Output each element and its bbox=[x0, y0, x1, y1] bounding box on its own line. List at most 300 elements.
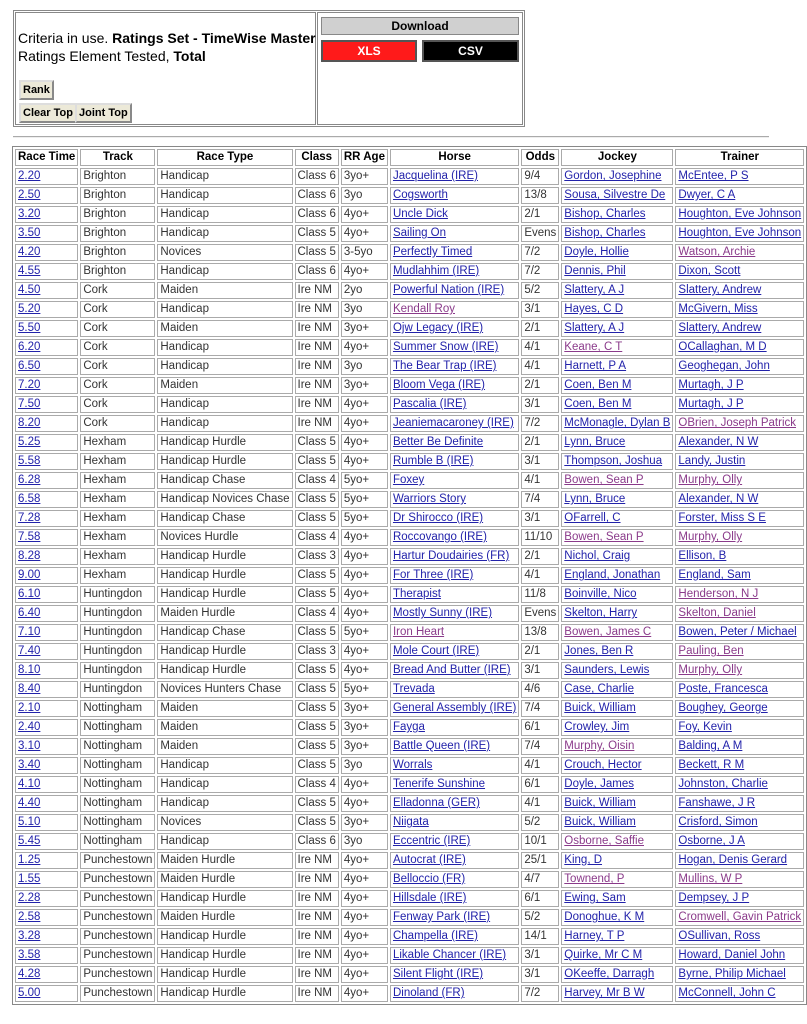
col-header-trainer: Trainer bbox=[675, 149, 804, 166]
trainer-link[interactable]: Murphy, Olly bbox=[678, 664, 743, 676]
jockey-link[interactable]: Crouch, Hector bbox=[564, 759, 642, 771]
trainer-link[interactable]: Crisford, Simon bbox=[678, 816, 758, 828]
table-row bbox=[15, 719, 804, 736]
horse-link[interactable]: Bloom Vega (IRE) bbox=[392, 379, 486, 391]
horse-link[interactable]: Therapist bbox=[392, 588, 441, 600]
trainer-link[interactable]: Dwyer, C A bbox=[678, 189, 736, 201]
horse-link[interactable]: Elladonna (GER) bbox=[392, 797, 480, 809]
horse-link[interactable]: Trevada bbox=[392, 683, 435, 695]
race-time-link[interactable]: 6.10 bbox=[18, 588, 41, 600]
race-time-link[interactable]: 1.55 bbox=[18, 873, 41, 885]
race-type-cell: Handicap Hurdle bbox=[157, 928, 292, 945]
race-time-cell bbox=[15, 396, 78, 413]
race-time-link[interactable]: 3.40 bbox=[18, 759, 41, 771]
trainer-cell bbox=[675, 453, 804, 470]
horse-link[interactable]: Dr Shirocco (IRE) bbox=[392, 512, 484, 524]
jockey-cell bbox=[561, 453, 673, 470]
jockey-cell bbox=[561, 339, 673, 356]
table-row bbox=[15, 605, 804, 622]
horse-link[interactable]: Tenerife Sunshine bbox=[392, 778, 486, 790]
jockey-link[interactable]: Bishop, Charles bbox=[564, 208, 646, 220]
horse-link[interactable]: Perfectly Timed bbox=[392, 246, 473, 258]
jockey-link[interactable]: Jones, Ben R bbox=[564, 645, 634, 657]
horse-link[interactable]: Jacquelina (IRE) bbox=[392, 170, 478, 182]
rr-age-cell: 4yo+ bbox=[341, 225, 388, 242]
table-row bbox=[15, 206, 804, 223]
odds-cell: 2/1 bbox=[521, 434, 559, 451]
trainer-link[interactable]: Murtagh, J P bbox=[678, 379, 744, 391]
odds-cell: 4/1 bbox=[521, 757, 559, 774]
race-time-cell bbox=[15, 225, 78, 242]
race-time-link[interactable]: 7.28 bbox=[18, 512, 41, 524]
track-cell: Punchestown bbox=[80, 871, 155, 888]
horse-link[interactable]: Autocrat (IRE) bbox=[392, 854, 466, 866]
trainer-link[interactable]: Fanshawe, J R bbox=[678, 797, 756, 809]
odds-cell: 13/8 bbox=[521, 624, 559, 641]
jockey-link[interactable]: Buick, William bbox=[564, 702, 636, 714]
jockey-link[interactable]: Boinville, Nico bbox=[564, 588, 637, 600]
horse-link[interactable]: Fenway Park (IRE) bbox=[392, 911, 491, 923]
horse-link[interactable]: General Assembly (IRE) bbox=[392, 702, 517, 714]
trainer-link[interactable]: Murphy, Olly bbox=[678, 531, 743, 543]
horse-link[interactable]: Fayga bbox=[392, 721, 425, 733]
horse-link[interactable]: Roccovango (IRE) bbox=[392, 531, 487, 543]
jockey-link[interactable]: Harnett, P A bbox=[564, 360, 627, 372]
race-time-link[interactable]: 6.50 bbox=[18, 360, 41, 372]
rr-age-cell: 4yo+ bbox=[341, 985, 388, 1002]
ratings-element-value: Total bbox=[173, 48, 206, 64]
trainer-link[interactable]: Foy, Kevin bbox=[678, 721, 732, 733]
race-type-cell: Handicap Chase bbox=[157, 624, 292, 641]
jockey-link[interactable]: Saunders, Lewis bbox=[564, 664, 650, 676]
race-time-link[interactable]: 3.28 bbox=[18, 930, 41, 942]
jockey-link[interactable]: Harney, T P bbox=[564, 930, 625, 942]
horse-cell bbox=[390, 890, 519, 907]
download-box bbox=[317, 12, 523, 125]
rr-age-cell: 4yo+ bbox=[341, 339, 388, 356]
horse-link[interactable]: Dinoland (FR) bbox=[392, 987, 465, 999]
horse-link[interactable]: Mostly Sunny (IRE) bbox=[392, 607, 493, 619]
trainer-cell bbox=[675, 168, 804, 185]
jockey-link[interactable]: Doyle, James bbox=[564, 778, 634, 790]
rr-age-cell: 3yo+ bbox=[341, 738, 388, 755]
jockey-link[interactable]: Coen, Ben M bbox=[564, 379, 632, 391]
odds-cell: 3/1 bbox=[521, 510, 559, 527]
rr-age-cell: 4yo+ bbox=[341, 947, 388, 964]
trainer-link[interactable]: Slattery, Andrew bbox=[678, 322, 762, 334]
horse-link[interactable]: Hillsdale (IRE) bbox=[392, 892, 467, 904]
trainer-link[interactable]: Beckett, R M bbox=[678, 759, 745, 771]
race-time-link[interactable]: 3.10 bbox=[18, 740, 41, 752]
track-cell: Brighton bbox=[80, 244, 155, 261]
class-cell: Ire NM bbox=[295, 890, 339, 907]
race-type-cell: Handicap bbox=[157, 206, 292, 223]
horse-link[interactable]: Bread And Butter (IRE) bbox=[392, 664, 511, 676]
clear-top-button[interactable]: Clear Top bbox=[19, 103, 77, 123]
trainer-link[interactable]: Mullins, W P bbox=[678, 873, 743, 885]
trainer-link[interactable]: Murtagh, J P bbox=[678, 398, 744, 410]
jockey-link[interactable]: Thompson, Joshua bbox=[564, 455, 663, 467]
trainer-link[interactable]: Balding, A M bbox=[678, 740, 743, 752]
horse-cell bbox=[390, 377, 519, 394]
race-time-link[interactable]: 6.58 bbox=[18, 493, 41, 505]
race-type-cell: Handicap Hurdle bbox=[157, 586, 292, 603]
horse-cell bbox=[390, 396, 519, 413]
race-time-link[interactable]: 5.20 bbox=[18, 303, 41, 315]
odds-cell: 3/1 bbox=[521, 453, 559, 470]
race-type-cell: Maiden Hurdle bbox=[157, 871, 292, 888]
horse-link[interactable]: Powerful Nation (IRE) bbox=[392, 284, 505, 296]
race-time-link[interactable]: 3.20 bbox=[18, 208, 41, 220]
track-cell: Huntingdon bbox=[80, 605, 155, 622]
jockey-link[interactable]: King, D bbox=[564, 854, 603, 866]
odds-cell: 11/8 bbox=[521, 586, 559, 603]
race-time-link[interactable]: 8.20 bbox=[18, 417, 41, 429]
horse-link[interactable]: Hartur Doudairies (FR) bbox=[392, 550, 510, 562]
table-row bbox=[15, 757, 804, 774]
track-cell: Cork bbox=[80, 396, 155, 413]
trainer-link[interactable]: Byrne, Philip Michael bbox=[678, 968, 786, 980]
horse-link[interactable]: Mole Court (IRE) bbox=[392, 645, 480, 657]
jockey-cell bbox=[561, 567, 673, 584]
race-time-link[interactable]: 7.40 bbox=[18, 645, 41, 657]
track-cell: Huntingdon bbox=[80, 643, 155, 660]
race-time-link[interactable]: 7.10 bbox=[18, 626, 41, 638]
horse-cell bbox=[390, 434, 519, 451]
odds-cell: 3/1 bbox=[521, 396, 559, 413]
race-time-link[interactable]: 4.40 bbox=[18, 797, 41, 809]
jockey-cell bbox=[561, 282, 673, 299]
jockey-link[interactable]: Buick, William bbox=[564, 797, 636, 809]
class-cell: Class 5 bbox=[295, 662, 339, 679]
jockey-link[interactable]: OFarrell, C bbox=[564, 512, 621, 524]
class-cell: Class 5 bbox=[295, 567, 339, 584]
horse-cell bbox=[390, 776, 519, 793]
race-time-cell bbox=[15, 377, 78, 394]
jockey-link[interactable]: Bowen, Sean P bbox=[564, 474, 644, 486]
jockey-link[interactable]: Ewing, Sam bbox=[564, 892, 626, 904]
race-time-link[interactable]: 2.20 bbox=[18, 170, 41, 182]
jockey-cell bbox=[561, 966, 673, 983]
odds-cell: 25/1 bbox=[521, 852, 559, 869]
rr-age-cell: 3yo+ bbox=[341, 320, 388, 337]
race-time-link[interactable]: 5.25 bbox=[18, 436, 41, 448]
trainer-link[interactable]: Houghton, Eve Johnson bbox=[678, 208, 802, 220]
rr-age-cell: 4yo+ bbox=[341, 795, 388, 812]
trainer-link[interactable]: Dempsey, J P bbox=[678, 892, 750, 904]
class-cell: Class 4 bbox=[295, 776, 339, 793]
trainer-link[interactable]: Alexander, N W bbox=[678, 493, 759, 505]
race-time-cell bbox=[15, 415, 78, 432]
race-time-link[interactable]: 7.50 bbox=[18, 398, 41, 410]
joint-top-button[interactable]: Joint Top bbox=[75, 103, 132, 123]
track-cell: Punchestown bbox=[80, 909, 155, 926]
table-row bbox=[15, 263, 804, 280]
race-time-link[interactable]: 7.58 bbox=[18, 531, 41, 543]
trainer-link[interactable]: Cromwell, Gavin Patrick bbox=[678, 911, 802, 923]
race-time-link[interactable]: 1.25 bbox=[18, 854, 41, 866]
rr-age-cell: 3yo bbox=[341, 301, 388, 318]
rr-age-cell: 4yo+ bbox=[341, 890, 388, 907]
csv-download-button[interactable]: CSV bbox=[422, 40, 519, 62]
trainer-cell bbox=[675, 567, 804, 584]
horse-link[interactable]: Uncle Dick bbox=[392, 208, 448, 220]
col-header-odds: Odds bbox=[521, 149, 559, 166]
horse-cell bbox=[390, 681, 519, 698]
race-time-link[interactable]: 3.50 bbox=[18, 227, 41, 239]
table-row bbox=[15, 187, 804, 204]
horse-link[interactable]: Battle Queen (IRE) bbox=[392, 740, 491, 752]
race-time-link[interactable]: 2.58 bbox=[18, 911, 41, 923]
rr-age-cell: 3yo bbox=[341, 833, 388, 850]
trainer-link[interactable]: Watson, Archie bbox=[678, 246, 756, 258]
rr-age-cell: 4yo+ bbox=[341, 662, 388, 679]
race-time-link[interactable]: 5.50 bbox=[18, 322, 41, 334]
race-type-cell: Maiden bbox=[157, 738, 292, 755]
jockey-link[interactable]: England, Jonathan bbox=[564, 569, 661, 581]
horse-cell bbox=[390, 909, 519, 926]
trainer-link[interactable]: Boughey, George bbox=[678, 702, 768, 714]
jockey-link[interactable]: Skelton, Harry bbox=[564, 607, 638, 619]
race-time-link[interactable]: 5.00 bbox=[18, 987, 41, 999]
horse-cell bbox=[390, 453, 519, 470]
horse-link[interactable]: Belloccio (FR) bbox=[392, 873, 466, 885]
rank-button[interactable]: Rank bbox=[19, 80, 54, 100]
horse-cell bbox=[390, 662, 519, 679]
jockey-link[interactable]: Keane, C T bbox=[564, 341, 623, 353]
ratings-set-value: Ratings Set - TimeWise Master bbox=[112, 30, 316, 46]
track-cell: Hexham bbox=[80, 529, 155, 546]
jockey-link[interactable]: Doyle, Hollie bbox=[564, 246, 629, 258]
track-cell: Brighton bbox=[80, 225, 155, 242]
jockey-link[interactable]: Lynn, Bruce bbox=[564, 493, 626, 505]
trainer-link[interactable]: Geoghegan, John bbox=[678, 360, 770, 372]
jockey-link[interactable]: Hayes, C D bbox=[564, 303, 624, 315]
race-time-link[interactable]: 6.40 bbox=[18, 607, 41, 619]
race-time-link[interactable]: 4.20 bbox=[18, 246, 41, 258]
jockey-link[interactable]: Lynn, Bruce bbox=[564, 436, 626, 448]
results-table bbox=[12, 146, 807, 1005]
odds-cell: 7/4 bbox=[521, 738, 559, 755]
race-time-link[interactable]: 5.58 bbox=[18, 455, 41, 467]
trainer-link[interactable]: Forster, Miss S E bbox=[678, 512, 766, 524]
race-time-cell bbox=[15, 586, 78, 603]
trainer-cell bbox=[675, 985, 804, 1002]
horse-link[interactable]: Sailing On bbox=[392, 227, 447, 239]
race-time-link[interactable]: 3.58 bbox=[18, 949, 41, 961]
trainer-link[interactable]: Alexander, N W bbox=[678, 436, 759, 448]
trainer-link[interactable]: McEntee, P S bbox=[678, 170, 749, 182]
horse-link[interactable]: Eccentric (IRE) bbox=[392, 835, 471, 847]
class-cell: Ire NM bbox=[295, 985, 339, 1002]
race-time-link[interactable]: 8.40 bbox=[18, 683, 41, 695]
trainer-link[interactable]: OCallaghan, M D bbox=[678, 341, 767, 353]
race-type-cell: Handicap bbox=[157, 795, 292, 812]
race-time-link[interactable]: 5.10 bbox=[18, 816, 41, 828]
rr-age-cell: 4yo+ bbox=[341, 263, 388, 280]
race-time-link[interactable]: 7.20 bbox=[18, 379, 41, 391]
race-type-cell: Handicap Chase bbox=[157, 472, 292, 489]
trainer-cell bbox=[675, 662, 804, 679]
horse-link[interactable]: The Bear Trap (IRE) bbox=[392, 360, 497, 372]
horse-cell bbox=[390, 263, 519, 280]
race-time-link[interactable]: 6.20 bbox=[18, 341, 41, 353]
horse-link[interactable]: Kendall Roy bbox=[392, 303, 455, 315]
trainer-link[interactable]: Landy, Justin bbox=[678, 455, 746, 467]
race-time-cell bbox=[15, 282, 78, 299]
race-time-cell bbox=[15, 548, 78, 565]
jockey-link[interactable]: Bowen, Sean P bbox=[564, 531, 644, 543]
trainer-link[interactable]: Poste, Francesca bbox=[678, 683, 768, 695]
race-type-cell: Maiden Hurdle bbox=[157, 909, 292, 926]
trainer-link[interactable]: Dixon, Scott bbox=[678, 265, 741, 277]
trainer-link[interactable]: Murphy, Olly bbox=[678, 474, 743, 486]
race-time-link[interactable]: 8.28 bbox=[18, 550, 41, 562]
race-time-link[interactable]: 2.40 bbox=[18, 721, 41, 733]
race-time-link[interactable]: 8.10 bbox=[18, 664, 41, 676]
horse-link[interactable]: Better Be Definite bbox=[392, 436, 484, 448]
class-cell: Class 5 bbox=[295, 225, 339, 242]
table-row bbox=[15, 415, 804, 432]
trainer-cell bbox=[675, 890, 804, 907]
class-cell: Ire NM bbox=[295, 852, 339, 869]
jockey-link[interactable]: Donoghue, K M bbox=[564, 911, 645, 923]
class-cell: Ire NM bbox=[295, 415, 339, 432]
race-time-link[interactable]: 5.45 bbox=[18, 835, 41, 847]
track-cell: Punchestown bbox=[80, 852, 155, 869]
trainer-link[interactable]: Henderson, N J bbox=[678, 588, 759, 600]
horse-link[interactable]: Worrals bbox=[392, 759, 433, 771]
race-time-link[interactable]: 4.55 bbox=[18, 265, 41, 277]
table-row bbox=[15, 909, 804, 926]
odds-cell: 7/2 bbox=[521, 244, 559, 261]
trainer-cell bbox=[675, 396, 804, 413]
trainer-cell bbox=[675, 624, 804, 641]
race-time-link[interactable]: 6.28 bbox=[18, 474, 41, 486]
trainer-link[interactable]: Slattery, Andrew bbox=[678, 284, 762, 296]
xls-download-button[interactable]: XLS bbox=[321, 40, 417, 62]
trainer-link[interactable]: Pauling, Ben bbox=[678, 645, 744, 657]
jockey-link[interactable]: Bishop, Charles bbox=[564, 227, 646, 239]
track-cell: Nottingham bbox=[80, 719, 155, 736]
jockey-link[interactable]: Harvey, Mr B W bbox=[564, 987, 645, 999]
trainer-link[interactable]: Skelton, Daniel bbox=[678, 607, 756, 619]
jockey-link[interactable]: Crowley, Jim bbox=[564, 721, 630, 733]
horse-link[interactable]: Iron Heart bbox=[392, 626, 445, 638]
trainer-cell bbox=[675, 491, 804, 508]
odds-cell: 4/1 bbox=[521, 339, 559, 356]
jockey-link[interactable]: Dennis, Phil bbox=[564, 265, 626, 277]
table-row bbox=[15, 301, 804, 318]
jockey-link[interactable]: Nichol, Craig bbox=[564, 550, 631, 562]
horse-link[interactable]: Mudlahhim (IRE) bbox=[392, 265, 480, 277]
horse-link[interactable]: Likable Chancer (IRE) bbox=[392, 949, 507, 961]
jockey-cell bbox=[561, 985, 673, 1002]
horse-link[interactable]: Rumble B (IRE) bbox=[392, 455, 474, 467]
horse-link[interactable]: Jeaniemacaroney (IRE) bbox=[392, 417, 514, 429]
trainer-link[interactable]: Houghton, Eve Johnson bbox=[678, 227, 802, 239]
class-cell: Ire NM bbox=[295, 928, 339, 945]
horse-link[interactable]: Warriors Story bbox=[392, 493, 467, 505]
class-cell: Class 5 bbox=[295, 795, 339, 812]
jockey-link[interactable]: OKeeffe, Darragh bbox=[564, 968, 655, 980]
trainer-link[interactable]: OSullivan, Ross bbox=[678, 930, 761, 942]
jockey-cell bbox=[561, 225, 673, 242]
jockey-link[interactable]: Case, Charlie bbox=[564, 683, 634, 695]
jockey-link[interactable]: Osborne, Saffie bbox=[564, 835, 644, 847]
jockey-link[interactable]: Bowen, James C bbox=[564, 626, 652, 638]
class-cell: Ire NM bbox=[295, 339, 339, 356]
trainer-link[interactable]: McGivern, Miss bbox=[678, 303, 758, 315]
rr-age-cell: 4yo+ bbox=[341, 434, 388, 451]
horse-link[interactable]: Pascalia (IRE) bbox=[392, 398, 467, 410]
horse-link[interactable]: Ojw Legacy (IRE) bbox=[392, 322, 484, 334]
race-time-link[interactable]: 9.00 bbox=[18, 569, 41, 581]
jockey-cell bbox=[561, 529, 673, 546]
jockey-cell bbox=[561, 491, 673, 508]
rr-age-cell: 4yo+ bbox=[341, 871, 388, 888]
jockey-link[interactable]: Townend, P bbox=[564, 873, 625, 885]
horse-link[interactable]: Silent Flight (IRE) bbox=[392, 968, 484, 980]
race-time-link[interactable]: 2.28 bbox=[18, 892, 41, 904]
class-cell: Class 6 bbox=[295, 206, 339, 223]
trainer-link[interactable]: Howard, Daniel John bbox=[678, 949, 786, 961]
race-time-link[interactable]: 2.50 bbox=[18, 189, 41, 201]
horse-link[interactable]: Foxey bbox=[392, 474, 425, 486]
jockey-link[interactable]: Murphy, Oisin bbox=[564, 740, 635, 752]
horse-link[interactable]: For Three (IRE) bbox=[392, 569, 474, 581]
trainer-link[interactable]: England, Sam bbox=[678, 569, 751, 581]
jockey-link[interactable]: Slattery, A J bbox=[564, 322, 625, 334]
rr-age-cell: 4yo+ bbox=[341, 605, 388, 622]
horse-link[interactable]: Cogsworth bbox=[392, 189, 448, 201]
table-header-row bbox=[15, 149, 804, 166]
class-cell: Class 5 bbox=[295, 624, 339, 641]
jockey-link[interactable]: Gordon, Josephine bbox=[564, 170, 662, 182]
trainer-link[interactable]: OBrien, Joseph Patrick bbox=[678, 417, 797, 429]
odds-cell: 14/1 bbox=[521, 928, 559, 945]
class-cell: Ire NM bbox=[295, 396, 339, 413]
race-type-cell: Handicap bbox=[157, 396, 292, 413]
trainer-link[interactable]: McConnell, John C bbox=[678, 987, 776, 999]
trainer-link[interactable]: Ellison, B bbox=[678, 550, 727, 562]
jockey-link[interactable]: Quirke, Mr C M bbox=[564, 949, 643, 961]
horse-link[interactable]: Champella (IRE) bbox=[392, 930, 478, 942]
jockey-link[interactable]: Coen, Ben M bbox=[564, 398, 632, 410]
race-time-link[interactable]: 2.10 bbox=[18, 702, 41, 714]
race-time-link[interactable]: 4.10 bbox=[18, 778, 41, 790]
criteria-prefix: Criteria in use. bbox=[18, 30, 113, 46]
jockey-link[interactable]: McMonagle, Dylan B bbox=[564, 417, 671, 429]
trainer-link[interactable]: Johnston, Charlie bbox=[678, 778, 768, 790]
horse-link[interactable]: Niigata bbox=[392, 816, 429, 828]
race-time-link[interactable]: 4.28 bbox=[18, 968, 41, 980]
trainer-link[interactable]: Osborne, J A bbox=[678, 835, 745, 847]
rr-age-cell: 2yo bbox=[341, 282, 388, 299]
horse-link[interactable]: Summer Snow (IRE) bbox=[392, 341, 499, 353]
trainer-cell bbox=[675, 586, 804, 603]
col-header-rr-age: RR Age bbox=[341, 149, 388, 166]
race-type-cell: Handicap Hurdle bbox=[157, 985, 292, 1002]
jockey-link[interactable]: Buick, William bbox=[564, 816, 636, 828]
jockey-cell bbox=[561, 586, 673, 603]
trainer-link[interactable]: Bowen, Peter / Michael bbox=[678, 626, 797, 638]
jockey-link[interactable]: Slattery, A J bbox=[564, 284, 625, 296]
jockey-link[interactable]: Sousa, Silvestre De bbox=[564, 189, 666, 201]
race-time-link[interactable]: 4.50 bbox=[18, 284, 41, 296]
horse-cell bbox=[390, 548, 519, 565]
trainer-link[interactable]: Hogan, Denis Gerard bbox=[678, 854, 788, 866]
